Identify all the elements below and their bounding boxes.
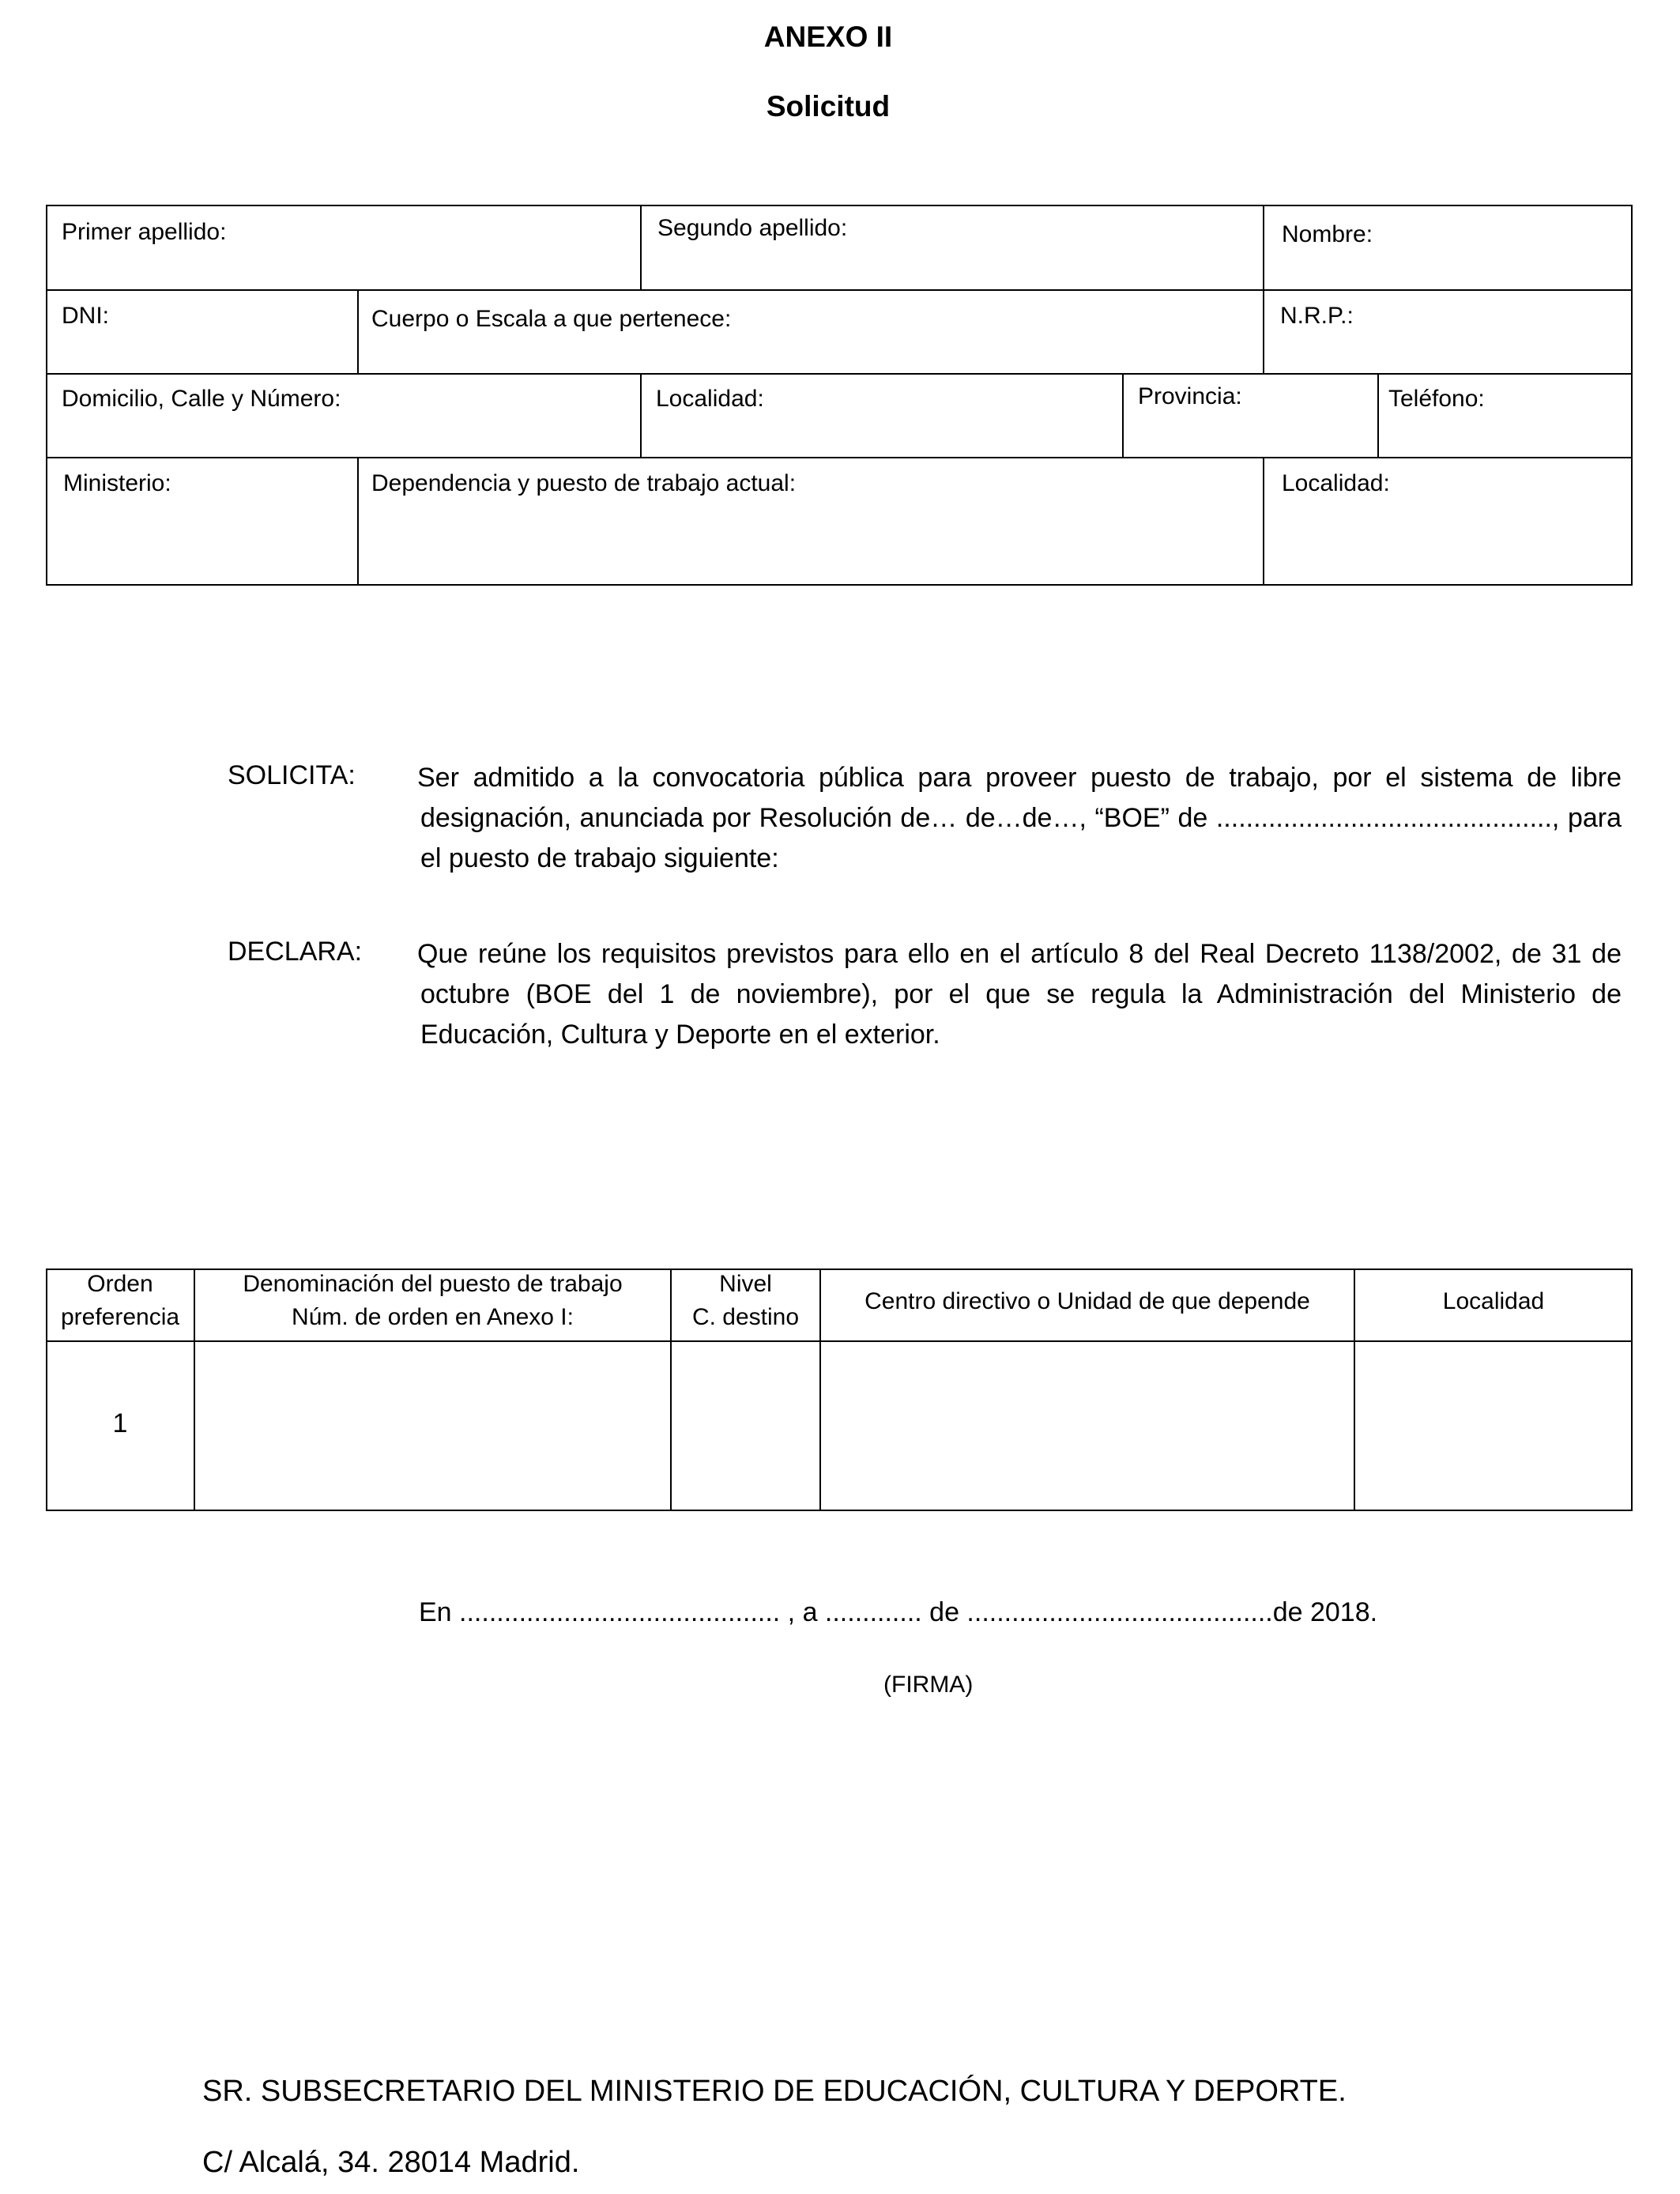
nrp-field[interactable]: N.R.P.:: [1280, 303, 1354, 329]
row-divider: [46, 289, 1633, 291]
col-divider: [1122, 373, 1124, 458]
col-header-nivel: Nivel C. destino: [691, 1271, 800, 1330]
annex-title: ANEXO II: [763, 21, 893, 53]
col-header-denominacion: Denominación del puesto de trabajo Núm. de orden en Anexo I:: [243, 1271, 623, 1330]
domicilio-field[interactable]: Domicilio, Calle y Número:: [62, 386, 341, 412]
col-divider: [357, 457, 359, 586]
row-divider: [46, 373, 1633, 375]
cuerpo-escala-field[interactable]: Cuerpo o Escala a que pertenece:: [371, 306, 732, 332]
place-date-line: En ........................................... , a ............. de .........................................de 2018.: [419, 1597, 1378, 1627]
telefono-field[interactable]: Teléfono:: [1388, 386, 1485, 412]
localidad-field[interactable]: Localidad:: [656, 386, 764, 412]
col-header-orden: Orden preferencia: [60, 1271, 180, 1330]
primer-apellido-field[interactable]: Primer apellido:: [62, 219, 227, 245]
col-divider: [640, 205, 642, 290]
localidad-actual-field[interactable]: Localidad:: [1282, 470, 1390, 496]
dependencia-field[interactable]: Dependencia y puesto de trabajo actual:: [371, 470, 797, 496]
address: C/ Alcalá, 34. 28014 Madrid.: [202, 2146, 580, 2179]
col-divider: [1263, 457, 1264, 586]
solicita-text: Ser admitido a la convocatoria pública para proveer puesto de trabajo, por el sistema de libre designación, anunciada por Resolución de… de…de…, “BOE” de ............................................., para el puesto de trabajo siguiente:: [417, 763, 1622, 873]
localidad-cell[interactable]: [1355, 1342, 1631, 1510]
col-divider: [357, 289, 359, 375]
col-divider: [640, 373, 642, 458]
col-divider: [1377, 373, 1379, 458]
col-divider: [1263, 289, 1264, 375]
orden-cell: 1: [112, 1408, 128, 1438]
segundo-apellido-field[interactable]: Segundo apellido:: [657, 215, 848, 241]
row-divider: [46, 457, 1633, 458]
col-header-localidad: Localidad: [1442, 1288, 1545, 1314]
declara-text: Que reúne los requisitos previstos para ello en el artículo 8 del Real Decreto 1138/2002, de 31 de octubre (BOE del 1 de noviembre), por el que se regula la Administración del Ministerio de Educación, Cultura y Deporte en el exterior.: [417, 939, 1622, 1050]
page-title: Solicitud: [766, 90, 891, 123]
addressee: SR. SUBSECRETARIO DEL MINISTERIO DE EDUCACIÓN, CULTURA Y DEPORTE.: [202, 2075, 1347, 2108]
solicita-label: SOLICITA:: [228, 760, 356, 790]
declara-label: DECLARA:: [228, 937, 363, 967]
firma-label: (FIRMA): [883, 1672, 974, 1698]
col-header-centro: Centro directivo o Unidad de que depende: [864, 1288, 1310, 1314]
dni-field[interactable]: DNI:: [62, 303, 109, 329]
nivel-cell[interactable]: [672, 1342, 819, 1510]
col-divider: [1263, 205, 1264, 290]
nombre-field[interactable]: Nombre:: [1282, 221, 1373, 247]
denominacion-cell[interactable]: [195, 1342, 669, 1510]
ministerio-field[interactable]: Ministerio:: [63, 470, 171, 496]
centro-cell[interactable]: [821, 1342, 1353, 1510]
provincia-field[interactable]: Provincia:: [1138, 383, 1242, 409]
